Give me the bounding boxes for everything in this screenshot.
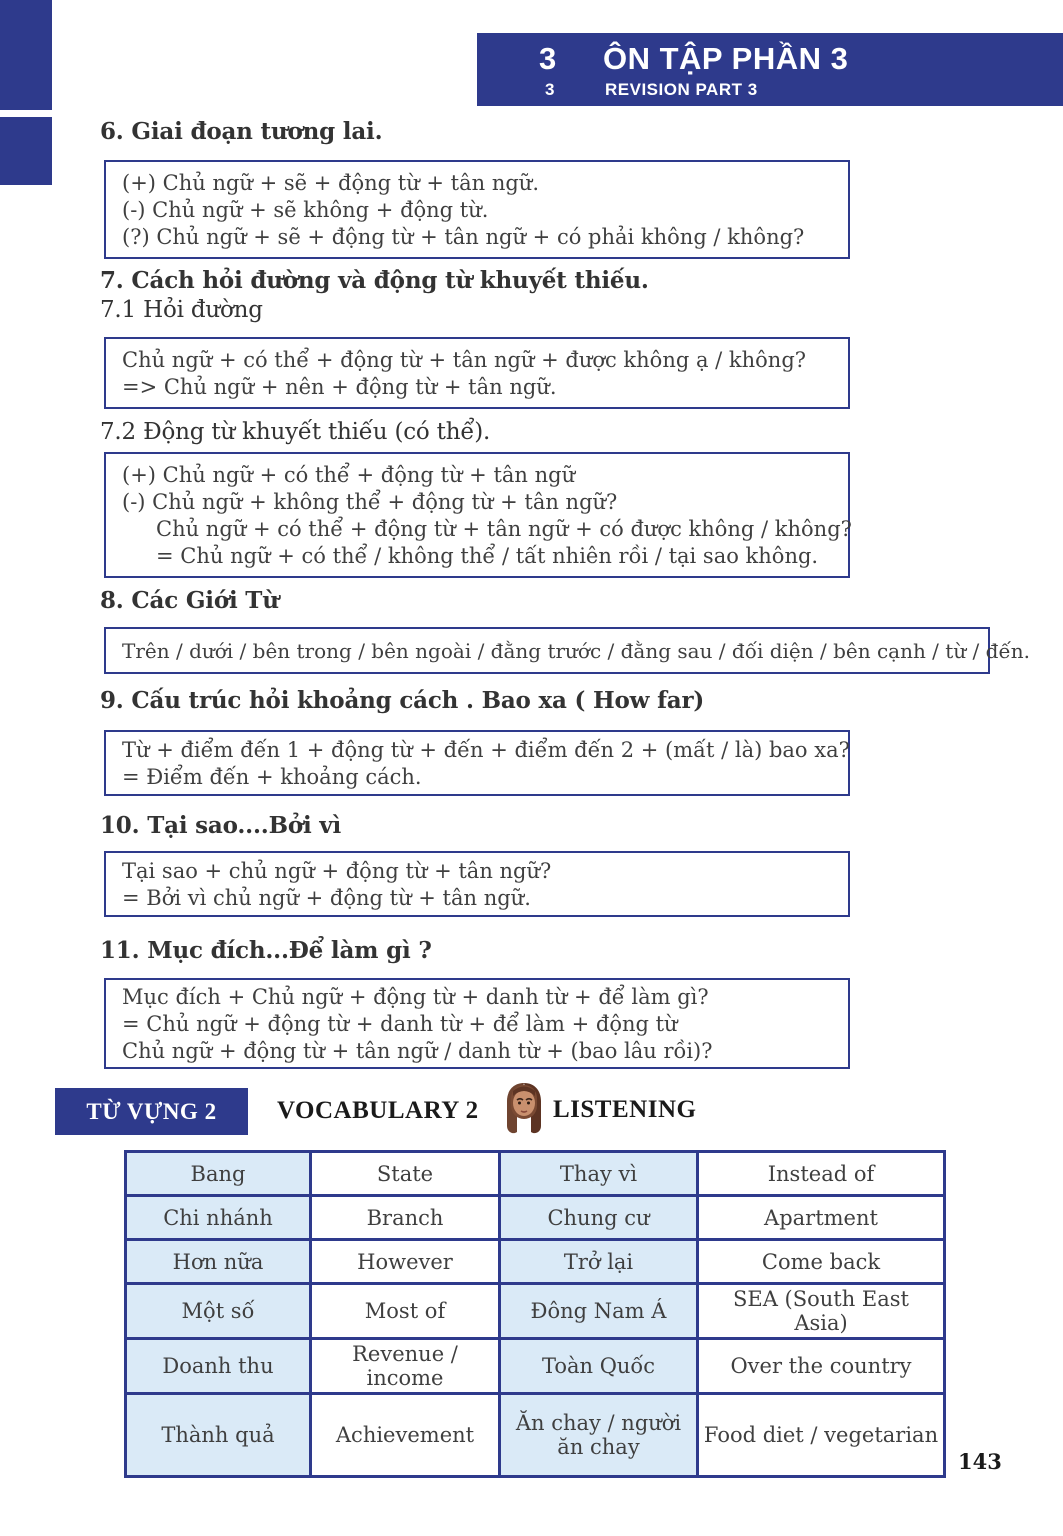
table-row — [126, 1394, 945, 1477]
table-cell: Doanh thu — [126, 1339, 311, 1394]
formula-box-8 — [104, 627, 1030, 674]
table-cell: Một số — [126, 1284, 311, 1339]
formula-line: = Bởi vì chủ ngữ + động từ + tân ngữ. — [122, 886, 531, 910]
formula-line: Trên / dưới / bên trong / bên ngoài / đằng trước / đằng sau / đối diện / bên cạnh / từ / đến. — [122, 639, 1030, 663]
page-number: 143 — [958, 1449, 1002, 1474]
table-cell: Toàn Quốc — [500, 1339, 698, 1394]
formula-line: = Chủ ngữ + động từ + danh từ + để làm + động từ — [122, 1012, 678, 1036]
formula-line: (-) Chủ ngữ + sẽ không + động từ. — [122, 198, 489, 222]
formula-line: (?) Chủ ngữ + sẽ + động từ + tân ngữ + có phải không / không? — [122, 225, 805, 249]
table-cell: Chung cư — [500, 1196, 698, 1240]
vocab-badge: TỪ VỰNG 2 — [55, 1088, 248, 1135]
formula-line: (+) Chủ ngữ + sẽ + động từ + tân ngữ. — [122, 171, 540, 195]
table-row — [126, 1196, 945, 1240]
formula-line: = Điểm đến + khoảng cách. — [122, 765, 422, 789]
chapter-title-en: REVISION PART 3 — [605, 80, 758, 99]
formula-line: Chủ ngữ + động từ + tân ngữ / danh từ + (bao lâu rồi)? — [122, 1039, 713, 1063]
table-cell: Trở lại — [500, 1240, 698, 1284]
section-subheading-7-2: 7.2 Động từ khuyết thiếu (có thể). — [100, 419, 491, 445]
formula-line: => Chủ ngữ + nên + động từ + tân ngữ. — [122, 375, 557, 399]
table-cell: Thành quả — [126, 1394, 311, 1477]
table-cell: Over the country — [698, 1339, 945, 1394]
formula-box-7-1 — [104, 337, 850, 409]
formula-box-10 — [104, 851, 850, 917]
formula-line: Từ + điểm đến 1 + động từ + đến + điểm đến 2 + (mất / là) bao xa? — [122, 738, 850, 762]
formula-line: Mục đích + Chủ ngữ + động từ + danh từ + để làm gì? — [122, 985, 709, 1009]
chapter-number: 3 — [539, 41, 557, 76]
table-cell: Ăn chay / người ăn chay — [500, 1394, 698, 1477]
formula-line: = Chủ ngữ + có thể / không thể / tất nhiên rồi / tại sao không. — [156, 544, 819, 568]
table-cell: However — [311, 1240, 500, 1284]
formula-line: Chủ ngữ + có thể + động từ + tân ngữ + được không ạ / không? — [122, 348, 807, 372]
formula-box-7-2 — [104, 452, 850, 578]
table-cell: Hơn nữa — [126, 1240, 311, 1284]
chapter-title-vi: ÔN TẬP PHẦN 3 — [603, 41, 849, 76]
table-cell: SEA (South East Asia) — [698, 1284, 945, 1339]
chapter-header — [477, 33, 1063, 106]
formula-box-9 — [104, 730, 850, 796]
table-cell: Apartment — [698, 1196, 945, 1240]
table-cell: Thay vì — [500, 1152, 698, 1196]
table-cell: State — [311, 1152, 500, 1196]
table-cell: Instead of — [698, 1152, 945, 1196]
table-row — [126, 1339, 945, 1394]
table-cell: Come back — [698, 1240, 945, 1284]
section-subheading-7-1: 7.1 Hỏi đường — [100, 297, 263, 323]
vocab-label: VOCABULARY 2 — [277, 1097, 479, 1124]
table-cell: Food diet / vegetarian — [698, 1394, 945, 1477]
vocabulary-table — [124, 1150, 946, 1478]
chapter-title-row — [477, 41, 848, 77]
chapter-subtitle-row — [477, 80, 758, 100]
table-row — [126, 1152, 945, 1196]
table-cell: Chi nhánh — [126, 1196, 311, 1240]
table-cell: Achievement — [311, 1394, 500, 1477]
section-heading-6: 6. Giai đoạn tương lai. — [100, 118, 383, 145]
table-cell: Branch — [311, 1196, 500, 1240]
formula-line: Chủ ngữ + có thể + động từ + tân ngữ + có được không / không? — [156, 517, 852, 541]
table-cell: Revenue / income — [311, 1339, 500, 1394]
table-cell: Most of — [311, 1284, 500, 1339]
section-heading-7: 7. Cách hỏi đường và động từ khuyết thiếu. — [100, 267, 649, 294]
table-row — [126, 1240, 945, 1284]
table-cell: Bang — [126, 1152, 311, 1196]
margin-block-bottom — [0, 117, 52, 185]
formula-line: (+) Chủ ngữ + có thể + động từ + tân ngữ — [122, 463, 576, 487]
table-row — [126, 1284, 945, 1339]
margin-block-top — [0, 0, 52, 110]
section-heading-11: 11. Mục đích...Để làm gì ? — [100, 937, 432, 964]
listening-woman-avatar-icon — [504, 1082, 544, 1136]
formula-box-6 — [104, 160, 850, 259]
section-heading-8: 8. Các Giới Từ — [100, 587, 279, 614]
formula-line: (-) Chủ ngữ + không thể + động từ + tân ngữ? — [122, 490, 618, 514]
section-heading-10: 10. Tại sao....Bởi vì — [100, 812, 342, 839]
formula-line: Tại sao + chủ ngữ + động từ + tân ngữ? — [122, 859, 552, 883]
chapter-number-small: 3 — [545, 80, 555, 99]
listening-label: LISTENING — [553, 1096, 697, 1123]
table-cell: Đông Nam Á — [500, 1284, 698, 1339]
section-heading-9: 9. Cấu trúc hỏi khoảng cách . Bao xa ( How far) — [100, 687, 705, 714]
formula-box-11 — [104, 978, 850, 1069]
